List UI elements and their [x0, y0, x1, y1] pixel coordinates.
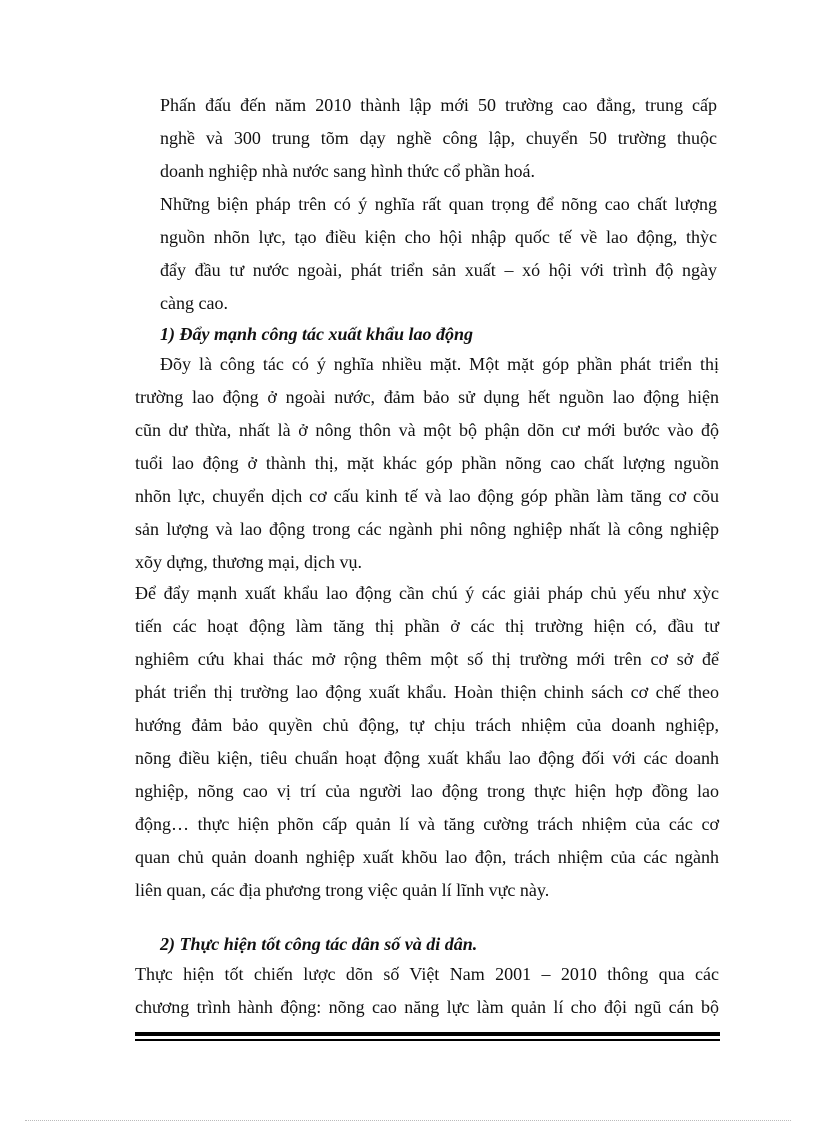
- paragraph-4: [135, 577, 719, 907]
- text-line: Phấn đấu đến năm 2010 thành lập mới 50 trường cao đẳng, trung cấp: [160, 95, 717, 115]
- text-line: hướng đảm bảo quyền chủ động, tự chịu trách nhiệm của doanh nghiệp,: [135, 715, 719, 735]
- footer-rule-thin: [135, 1039, 720, 1041]
- text-line: trường lao động ở ngoài nước, đảm bảo sử dụng hết nguồn lao động hiện: [135, 387, 719, 407]
- heading-text: 2) Thực hiện tốt công tác dân số và di dân.: [160, 934, 478, 954]
- text-line: nghiêm cứu khai thác mở rộng thêm một số thị trường mới trên cơ sở để: [135, 649, 719, 669]
- text-line: phát triển thị trường lao động xuất khẩu. Hoàn thiện chinh sách cơ chế theo: [135, 682, 719, 702]
- section-heading-2: [160, 928, 717, 961]
- text-line: nõng điều kiện, tiêu chuẩn hoạt động xuất khẩu lao động đối với các doanh: [135, 748, 719, 768]
- footer-rule-thick: [135, 1032, 720, 1036]
- text-line: xõy dựng, thương mại, dịch vụ.: [135, 552, 363, 572]
- paragraph-3: [135, 348, 719, 579]
- text-line: tuổi lao động ở thành thị, mặt khác góp phần nõng cao chất lượng nguồn: [135, 453, 719, 473]
- text-line: chương trình hành động: nõng cao năng lực làm quản lí cho đội ngũ cán bộ: [135, 997, 719, 1017]
- text-line: càng cao.: [160, 293, 228, 313]
- text-line: nghề và 300 trung tõm dạy nghề công lập, chuyển 50 trường thuộc: [160, 128, 717, 148]
- text-line: Những biện pháp trên có ý nghĩa rất quan trọng để nõng cao chất lượng: [160, 194, 717, 214]
- text-line: Thực hiện tốt chiến lược dõn số Việt Nam 2001 – 2010 thông qua các: [135, 964, 719, 984]
- paragraph-5: [135, 958, 719, 1024]
- text-line: nghiệp, nõng cao vị trí của người lao động trong thực hiện hợp đồng lao: [135, 781, 719, 801]
- text-line: doanh nghiệp nhà nước sang hình thức cổ phần hoá.: [160, 161, 535, 181]
- text-line: đẩy đầu tư nước ngoài, phát triển sản xuất – xó hội với trình độ ngày: [160, 260, 717, 280]
- page-edge-dotted-line: [25, 1120, 791, 1121]
- paragraph-2: [160, 188, 717, 320]
- text-line: Để đẩy mạnh xuất khẩu lao động cần chú ý các giải pháp chủ yếu như xỳc: [135, 583, 719, 603]
- paragraph-1: [160, 89, 717, 188]
- section-heading-1: [160, 318, 717, 351]
- text-line: Đõy là công tác có ý nghĩa nhiều mặt. Một mặt góp phần phát triển thị: [160, 354, 719, 374]
- text-line: liên quan, các địa phương trong việc quản lí lĩnh vực này.: [135, 880, 550, 900]
- text-line: quan chủ quản doanh nghiệp xuất khõu lao độn, trách nhiệm của các ngành: [135, 847, 719, 867]
- text-line: cũn dư thừa, nhất là ở nông thôn và một bộ phận dõn cư mới bước vào độ: [135, 420, 719, 440]
- text-line: nguồn nhõn lực, tạo điều kiện cho hội nhập quốc tế về lao động, thỳc: [160, 227, 717, 247]
- text-line: động… thực hiện phõn cấp quản lí và tăng cường trách nhiệm của các cơ: [135, 814, 719, 834]
- text-line: nhõn lực, chuyển dịch cơ cấu kinh tế và lao động góp phần làm tăng cơ cõu: [135, 486, 719, 506]
- text-line: tiến các hoạt động làm tăng thị phần ở các thị trường hiện có, đầu tư: [135, 616, 719, 636]
- text-line: sản lượng và lao động trong các ngành phi nông nghiệp nhất là công nghiệp: [135, 519, 719, 539]
- heading-text: 1) Đẩy mạnh công tác xuất khẩu lao động: [160, 324, 474, 344]
